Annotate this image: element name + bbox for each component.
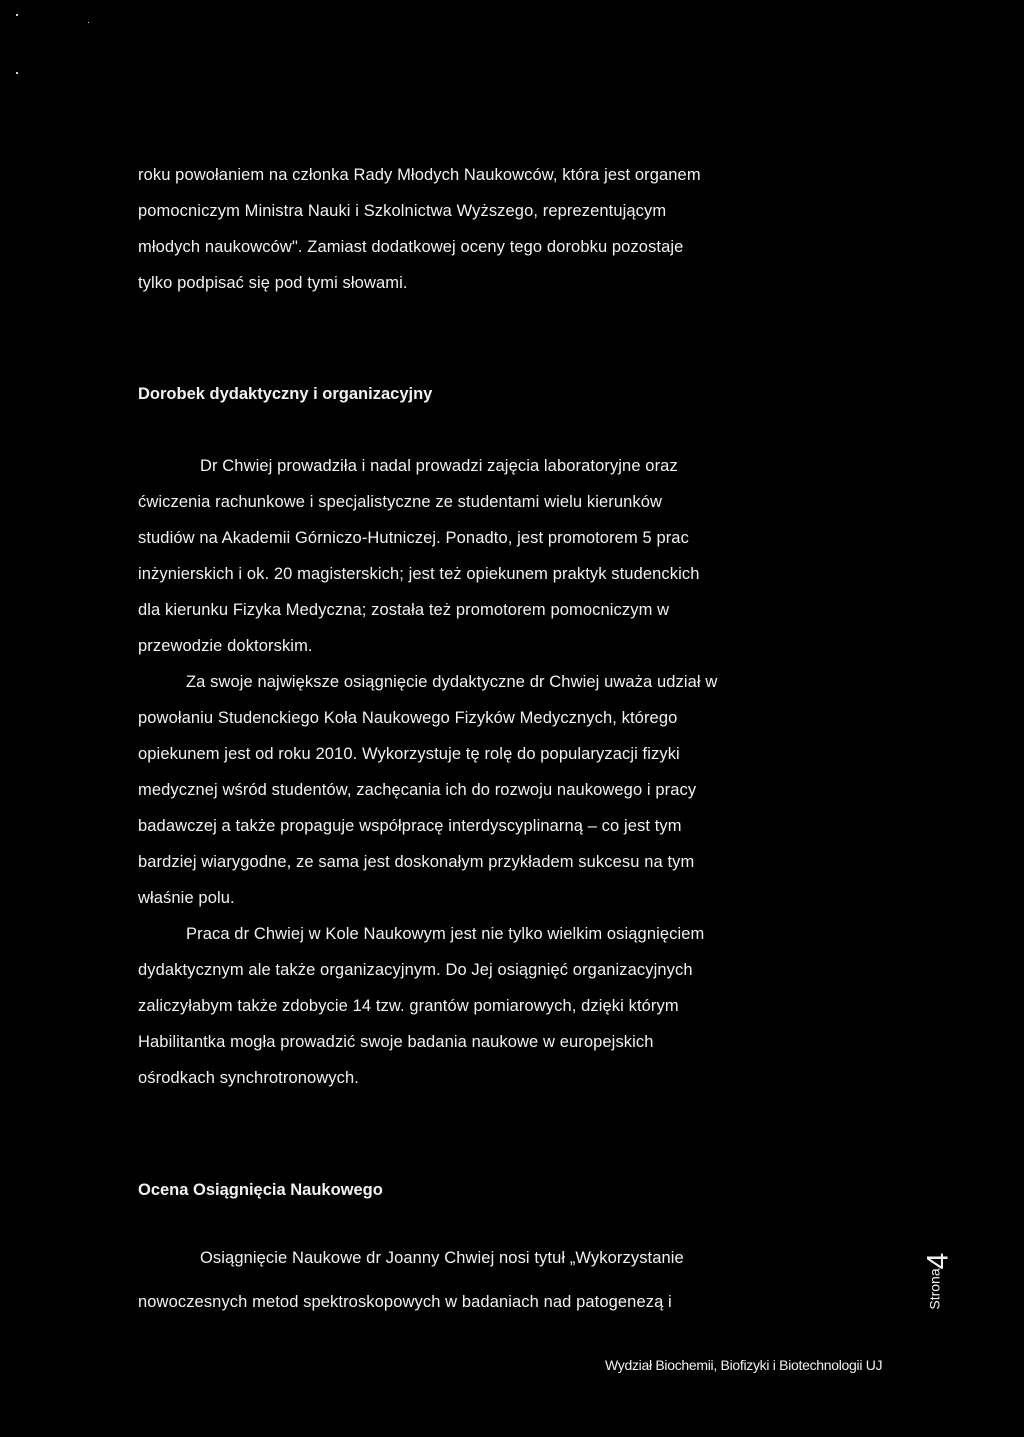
- body-line: ośrodkach synchrotronowych.: [138, 1069, 359, 1087]
- body-line: Praca dr Chwiej w Kole Naukowym jest nie tylko wielkim osiągnięciem: [186, 925, 705, 943]
- intro-line: tylko podpisać się pod tymi słowami.: [138, 274, 408, 292]
- body-line: opiekunem jest od roku 2010. Wykorzystuje tę rolę do popularyzacji fizyki: [138, 745, 680, 763]
- body-line: bardziej wiarygodne, ze sama jest doskonałym przykładem sukcesu na tym: [138, 853, 695, 871]
- body-line: zaliczyłabym także zdobycie 14 tzw. grantów pomiarowych, dzięki którym: [138, 997, 679, 1015]
- body-line: dydaktycznym ale także organizacyjnym. Do Jej osiągnięć organizacyjnych: [138, 961, 693, 979]
- intro-line: roku powołaniem na członka Rady Młodych Naukowców, która jest organem: [138, 166, 701, 184]
- body-line: badawczej a także propaguje współpracę interdyscyplinarną – co jest tym: [138, 817, 682, 835]
- intro-line: pomocniczym Ministra Nauki i Szkolnictwa Wyższego, reprezentującym: [138, 202, 667, 220]
- body-line: właśnie polu.: [138, 889, 235, 907]
- body-line: Habilitantka mogła prowadzić swoje badania naukowe w europejskich: [138, 1033, 654, 1051]
- scan-speck: [16, 14, 18, 16]
- page-label: Strona: [926, 1268, 943, 1310]
- body-line: inżynierskich i ok. 20 magisterskich; jest też opiekunem praktyk studenckich: [138, 565, 700, 583]
- body-line: ćwiczenia rachunkowe i specjalistyczne ze studentami wielu kierunków: [138, 493, 663, 511]
- scan-speck: [88, 22, 89, 23]
- body-line: powołaniu Studenckiego Koła Naukowego Fizyków Medycznych, którego: [138, 709, 678, 727]
- page-number-marker: [921, 1246, 966, 1314]
- body-line: przewodzie doktorskim.: [138, 637, 313, 655]
- body-line: dla kierunku Fizyka Medyczna; została też promotorem pomocniczym w: [138, 601, 670, 619]
- body-line: studiów na Akademii Górniczo-Hutniczej. Ponadto, jest promotorem 5 prac: [138, 529, 689, 547]
- page-number: 4: [921, 1252, 955, 1270]
- body-line: Dr Chwiej prowadziła i nadal prowadzi zajęcia laboratoryjne oraz: [200, 457, 678, 475]
- section-heading-scientific: Ocena Osiągnięcia Naukowego: [138, 1181, 383, 1199]
- footer-faculty: Wydział Biochemii, Biofizyki i Biotechnologii UJ: [605, 1357, 883, 1373]
- scan-speck: [16, 72, 18, 74]
- intro-line: młodych naukowców". Zamiast dodatkowej oceny tego dorobku pozostaje: [138, 238, 684, 256]
- body-line: medycznej wśród studentów, zachęcania ich do rozwoju naukowego i pracy: [138, 781, 697, 799]
- body-line: Osiągnięcie Naukowe dr Joanny Chwiej nosi tytuł „Wykorzystanie: [200, 1249, 684, 1267]
- section-heading-didactic: Dorobek dydaktyczny i organizacyjny: [138, 385, 433, 403]
- body-line: Za swoje największe osiągnięcie dydaktyczne dr Chwiej uważa udział w: [186, 673, 718, 691]
- body-line: nowoczesnych metod spektroskopowych w badaniach nad patogenezą i: [138, 1293, 672, 1311]
